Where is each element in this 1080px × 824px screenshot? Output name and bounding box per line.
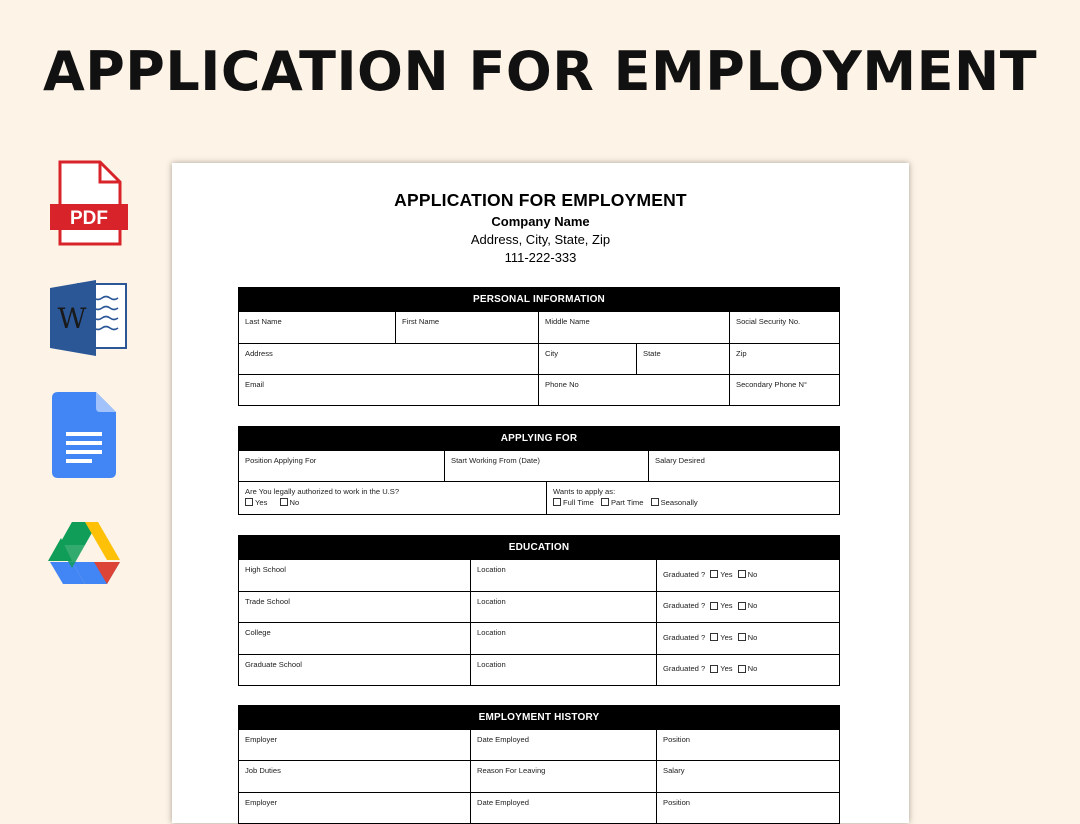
personal-information-section [238,287,840,406]
employer-field[interactable]: Employer [245,735,278,744]
yes-label: Yes [720,601,733,610]
checkbox-no[interactable] [280,498,288,506]
middle-name-field[interactable]: Middle Name [538,312,729,343]
banner-title: APPLICATION FOR EMPLOYMENT [42,40,1038,103]
google-drive-icon [48,520,122,591]
no-label: No [747,632,758,642]
education-row [239,591,839,622]
state-field[interactable]: State [636,344,729,374]
checkbox-part-time[interactable] [601,498,609,506]
salary-field[interactable]: Salary [656,761,839,792]
school-field[interactable]: Trade School [245,597,290,606]
section-header: APPLYING FOR [238,426,840,451]
location-field[interactable]: Location [470,623,656,654]
education-row [239,560,839,591]
work-authorization-label: Are You legally authorized to work in the U.S? [245,487,400,496]
address-field[interactable]: Address [245,349,273,358]
section-header: PERSONAL INFORMATION [238,287,840,312]
checkbox-seasonally[interactable] [651,498,659,506]
graduated-label: Graduated ? [663,664,706,673]
company-name: Company Name [491,214,590,229]
checkbox-yes[interactable] [710,570,718,578]
ssn-field[interactable]: Social Security No. [729,312,839,343]
word-icon [48,278,130,363]
checkbox-yes[interactable] [245,498,253,506]
yes-label: Yes [720,664,733,673]
company-address: Address, City, State, Zip [470,232,611,247]
graduated-field [656,560,839,591]
location-field[interactable]: Location [470,592,656,622]
no-label: No [747,601,758,610]
no-label: No [747,569,758,579]
checkbox-no[interactable] [738,665,746,673]
education-row [239,654,839,685]
document-sheet [172,163,909,823]
school-field[interactable]: Graduate School [245,660,302,669]
checkbox-no[interactable] [738,570,746,578]
school-field[interactable]: High School [245,565,286,574]
seasonally-label: Seasonally [660,498,698,507]
first-name-field[interactable]: First Name [395,312,538,343]
graduated-field [656,655,839,685]
google-docs-icon [52,390,118,485]
checkbox-yes[interactable] [710,665,718,673]
position-applying-field[interactable]: Position Applying For [245,456,317,465]
start-date-field[interactable]: Start Working From (Date) [444,451,648,481]
checkbox-no[interactable] [738,633,746,641]
yes-label: Yes [720,569,733,579]
part-time-label: Part Time [610,498,644,507]
no-label: No [289,498,300,507]
section-header: EMPLOYMENT HISTORY [238,705,840,730]
pdf-file-icon [48,160,130,253]
position-field[interactable]: Position [656,730,839,760]
checkbox-full-time[interactable] [553,498,561,506]
employment-type-field [546,482,839,514]
yes-label: Yes [255,498,268,507]
applying-for-section [238,426,840,515]
checkbox-yes[interactable] [710,633,718,641]
full-time-label: Full Time [563,498,594,507]
education-row [239,622,839,654]
checkbox-no[interactable] [738,602,746,610]
date-employed-field[interactable]: Date Employed [470,730,656,760]
employment-history-section [238,705,840,824]
employment-type-label: Wants to apply as: [553,487,616,496]
salary-desired-field[interactable]: Salary Desired [648,451,839,481]
no-label: No [747,664,758,673]
company-phone: 111-222-333 [504,250,577,265]
job-duties-field[interactable]: Job Duties [245,766,281,775]
secondary-phone-field[interactable]: Secondary Phone N° [729,375,839,405]
graduated-label: Graduated ? [663,632,706,642]
phone-field[interactable]: Phone No [538,375,729,405]
document-title: APPLICATION FOR EMPLOYMENT [394,190,687,210]
school-field[interactable]: College [245,628,271,637]
graduated-label: Graduated ? [663,569,706,579]
graduated-field [656,592,839,622]
work-authorization-field [239,482,546,514]
employer-field[interactable]: Employer [245,798,278,807]
pdf-icon-label: PDF [70,208,108,229]
location-field[interactable]: Location [470,655,656,685]
city-field[interactable]: City [538,344,636,374]
graduated-label: Graduated ? [663,601,706,610]
yes-label: Yes [720,632,733,642]
date-employed-field[interactable]: Date Employed [470,793,656,823]
zip-field[interactable]: Zip [729,344,839,374]
reason-for-leaving-field[interactable]: Reason For Leaving [470,761,656,792]
last-name-field[interactable]: Last Name [245,317,282,326]
word-icon-label: W [57,302,87,335]
checkbox-yes[interactable] [710,602,718,610]
email-field[interactable]: Email [245,380,264,389]
education-section [238,535,840,686]
graduated-field [656,623,839,654]
location-field[interactable]: Location [470,560,656,591]
section-header: EDUCATION [238,535,840,560]
position-field[interactable]: Position [656,793,839,823]
